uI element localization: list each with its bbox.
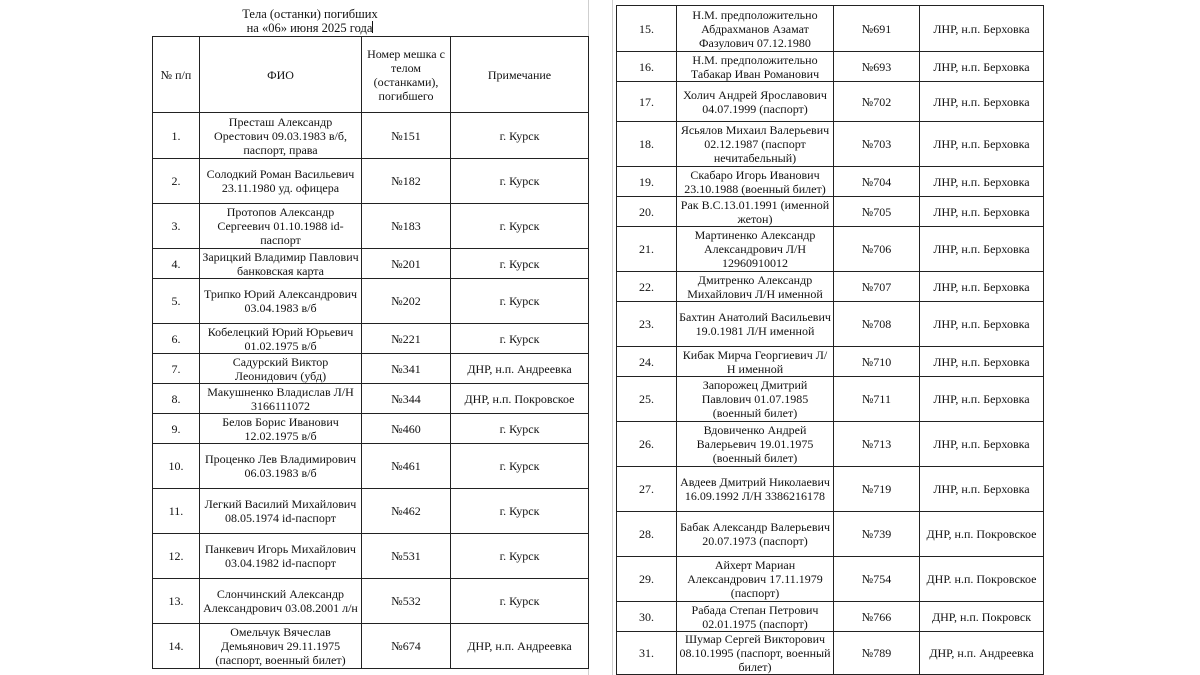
table-row (617, 512, 1044, 557)
row-bag-number: №344 (362, 384, 451, 414)
row-number: 5. (153, 279, 200, 324)
row-note: г. Курск (451, 113, 589, 159)
row-note: г. Курск (451, 414, 589, 444)
row-name: Кибак Мирча Георгиевич Л/Н именной (677, 347, 834, 377)
table-body-left (153, 113, 589, 669)
row-note: ЛНР, н.п. Берховка (920, 227, 1044, 272)
row-number: 12. (153, 534, 200, 579)
row-number: 2. (153, 159, 200, 204)
row-name: Легкий Василий Михайлович 08.05.1974 id-паспорт (200, 489, 362, 534)
row-bag-number: №708 (834, 302, 920, 347)
table-row (153, 384, 589, 414)
table-row (617, 122, 1044, 167)
row-note: г. Курск (451, 579, 589, 624)
text-cursor (372, 21, 373, 33)
table-row (617, 467, 1044, 512)
row-name: Омельчук Вячеслав Демьянович 29.11.1975 (паспорт, военный билет) (200, 624, 362, 669)
row-bag-number: №182 (362, 159, 451, 204)
row-number: 29. (617, 557, 677, 602)
row-bag-number: №674 (362, 624, 451, 669)
row-bag-number: №462 (362, 489, 451, 534)
row-bag-number: №693 (834, 52, 920, 82)
row-number: 23. (617, 302, 677, 347)
row-note: г. Курск (451, 249, 589, 279)
row-name: Мартиненко Александр Александрович Л/Н 12960910012 (677, 227, 834, 272)
row-note: г. Курск (451, 534, 589, 579)
row-note: ЛНР, н.п. Берховка (920, 122, 1044, 167)
row-bag-number: №341 (362, 354, 451, 384)
row-note: ДНР, н.п. Андреевка (451, 354, 589, 384)
row-bag-number: №710 (834, 347, 920, 377)
row-number: 22. (617, 272, 677, 302)
row-note: ДНР, н.п. Покровское (920, 512, 1044, 557)
row-name: Рак В.С.13.01.1991 (именной жетон) (677, 197, 834, 227)
row-bag-number: №183 (362, 204, 451, 249)
header-note: Примечание (451, 37, 589, 113)
row-name: Трипко Юрий Александрович 03.04.1983 в/б (200, 279, 362, 324)
row-name: Ясьялов Михаил Валерьевич 02.12.1987 (паспорт нечитабельный) (677, 122, 834, 167)
row-note: ЛНР, н.п. Берховка (920, 52, 1044, 82)
row-note: ЛНР, н.п. Берховка (920, 467, 1044, 512)
row-name: Бахтин Анатолий Васильевич 19.0.1981 Л/Н именной (677, 302, 834, 347)
document-title (160, 7, 460, 35)
row-bag-number: №705 (834, 197, 920, 227)
row-number: 10. (153, 444, 200, 489)
row-name: Зарицкий Владимир Павлович банковская карта (200, 249, 362, 279)
row-number: 26. (617, 422, 677, 467)
row-number: 3. (153, 204, 200, 249)
table-row (153, 159, 589, 204)
row-bag-number: №719 (834, 467, 920, 512)
row-name: Рабада Степан Петрович 02.01.1975 (паспорт) (677, 602, 834, 632)
row-number: 31. (617, 632, 677, 675)
row-name: Солодкий Роман Васильевич 23.11.1980 уд. офицера (200, 159, 362, 204)
row-bag-number: №532 (362, 579, 451, 624)
table-header-row (153, 37, 589, 113)
row-bag-number: №754 (834, 557, 920, 602)
row-note: г. Курск (451, 159, 589, 204)
row-number: 7. (153, 354, 200, 384)
header-num: № п/п (153, 37, 200, 113)
row-note: г. Курск (451, 204, 589, 249)
row-name: Шумар Сергей Викторович 08.10.1995 (паспорт, военный билет) (677, 632, 834, 675)
row-number: 14. (153, 624, 200, 669)
table-row (617, 6, 1044, 52)
row-name: Кобелецкий Юрий Юрьевич 01.02.1975 в/б (200, 324, 362, 354)
row-number: 24. (617, 347, 677, 377)
row-bag-number: №706 (834, 227, 920, 272)
row-note: ЛНР, н.п. Берховка (920, 347, 1044, 377)
row-bag-number: №202 (362, 279, 451, 324)
table-row (153, 354, 589, 384)
row-name: Авдеев Дмитрий Николаевич 16.09.1992 Л/Н 3386216178 (677, 467, 834, 512)
row-note: ДНР, н.п. Андреевка (920, 632, 1044, 675)
row-name: Бабак Александр Валерьевич 20.07.1973 (паспорт) (677, 512, 834, 557)
table-row (617, 272, 1044, 302)
table-row (153, 113, 589, 159)
row-name: Айхерт Мариан Александрович 17.11.1979 (паспорт) (677, 557, 834, 602)
row-name: Слончинский Александр Александрович 03.08.2001 л/н (200, 579, 362, 624)
row-note: ЛНР, н.п. Берховка (920, 6, 1044, 52)
row-bag-number: №531 (362, 534, 451, 579)
row-note: ЛНР, н.п. Берховка (920, 197, 1044, 227)
table-row (617, 197, 1044, 227)
row-bag-number: №711 (834, 377, 920, 422)
table-row (617, 347, 1044, 377)
row-number: 20. (617, 197, 677, 227)
row-name: Садурский Виктор Леонидович (убд) (200, 354, 362, 384)
row-bag-number: №460 (362, 414, 451, 444)
row-name: Н.М. предположительно Табакар Иван Романович (677, 52, 834, 82)
row-name: Панкевич Игорь Михайлович 03.04.1982 id-паспорт (200, 534, 362, 579)
row-note: ДНР, н.п. Покровск (920, 602, 1044, 632)
row-number: 4. (153, 249, 200, 279)
header-name: ФИО (200, 37, 362, 113)
table-row (617, 302, 1044, 347)
row-bag-number: №739 (834, 512, 920, 557)
row-bag-number: №221 (362, 324, 451, 354)
row-number: 30. (617, 602, 677, 632)
row-bag-number: №702 (834, 82, 920, 122)
title-line-1: Тела (останки) погибших (242, 7, 378, 21)
row-name: Белов Борис Иванович 12.02.1975 в/б (200, 414, 362, 444)
table-row (153, 249, 589, 279)
row-bag-number: №707 (834, 272, 920, 302)
row-name: Скабаро Игорь Иванович 23.10.1988 (военный билет) (677, 167, 834, 197)
row-name: Н.М. предположительно Абдрахманов Азамат Фазулович 07.12.1980 (677, 6, 834, 52)
row-note: г. Курск (451, 324, 589, 354)
row-bag-number: №461 (362, 444, 451, 489)
row-number: 28. (617, 512, 677, 557)
table-row (617, 557, 1044, 602)
row-number: 25. (617, 377, 677, 422)
table-row (153, 534, 589, 579)
table-row (153, 489, 589, 534)
row-number: 11. (153, 489, 200, 534)
row-bag-number: №766 (834, 602, 920, 632)
row-name: Макушненко Владислав Л/Н 3166111072 (200, 384, 362, 414)
row-number: 27. (617, 467, 677, 512)
row-note: ЛНР, н.п. Берховка (920, 272, 1044, 302)
row-name: Престаш Александр Орестович 09.03.1983 в/б, паспорт, права (200, 113, 362, 159)
header-bag: Номер мешка с телом (останками), погибшего (362, 37, 451, 113)
table-row (617, 52, 1044, 82)
row-note: г. Курск (451, 444, 589, 489)
row-note: г. Курск (451, 279, 589, 324)
row-number: 18. (617, 122, 677, 167)
row-bag-number: №151 (362, 113, 451, 159)
title-line-2 (160, 21, 460, 35)
row-note: ДНР, н.п. Покровское (451, 384, 589, 414)
row-number: 19. (617, 167, 677, 197)
row-note: ЛНР, н.п. Берховка (920, 82, 1044, 122)
casualty-table-left (152, 36, 589, 669)
table-row (617, 632, 1044, 675)
table-row (153, 579, 589, 624)
row-number: 1. (153, 113, 200, 159)
table-body-right (617, 6, 1044, 675)
row-bag-number: №789 (834, 632, 920, 675)
row-number: 15. (617, 6, 677, 52)
row-name: Дмитренко Александр Михайлович Л/Н именной (677, 272, 834, 302)
table-row (153, 624, 589, 669)
title-line-2-text: на «06» июня 2025 года (246, 21, 373, 35)
table-row (617, 82, 1044, 122)
row-number: 21. (617, 227, 677, 272)
row-note: ДНР, н.п. Андреевка (451, 624, 589, 669)
row-note: ЛНР, н.п. Берховка (920, 422, 1044, 467)
row-bag-number: №704 (834, 167, 920, 197)
table-row (617, 167, 1044, 197)
row-note: ЛНР, н.п. Берховка (920, 167, 1044, 197)
casualty-table-right (616, 5, 1044, 675)
row-name: Холич Андрей Ярославович 04.07.1999 (паспорт) (677, 82, 834, 122)
table-row (617, 602, 1044, 632)
row-number: 9. (153, 414, 200, 444)
row-number: 17. (617, 82, 677, 122)
table-row (153, 324, 589, 354)
row-number: 13. (153, 579, 200, 624)
row-bag-number: №703 (834, 122, 920, 167)
table-row (153, 204, 589, 249)
table-row (617, 422, 1044, 467)
row-number: 16. (617, 52, 677, 82)
table-row (153, 414, 589, 444)
row-note: г. Курск (451, 489, 589, 534)
row-name: Протопов Александр Сергеевич 01.10.1988 id-паспорт (200, 204, 362, 249)
row-name: Вдовиченко Андрей Валерьевич 19.01.1975 (военный билет) (677, 422, 834, 467)
row-bag-number: №201 (362, 249, 451, 279)
row-name: Проценко Лев Владимирович 06.03.1983 в/б (200, 444, 362, 489)
table-row (617, 377, 1044, 422)
row-number: 6. (153, 324, 200, 354)
table-row (153, 279, 589, 324)
row-note: ДНР. н.п. Покровское (920, 557, 1044, 602)
row-bag-number: №691 (834, 6, 920, 52)
row-note: ЛНР, н.п. Берховка (920, 302, 1044, 347)
row-number: 8. (153, 384, 200, 414)
table-row (153, 444, 589, 489)
row-bag-number: №713 (834, 422, 920, 467)
table-row (617, 227, 1044, 272)
row-note: ЛНР, н.п. Берховка (920, 377, 1044, 422)
row-name: Запорожец Дмитрий Павлович 01.07.1985 (военный билет) (677, 377, 834, 422)
